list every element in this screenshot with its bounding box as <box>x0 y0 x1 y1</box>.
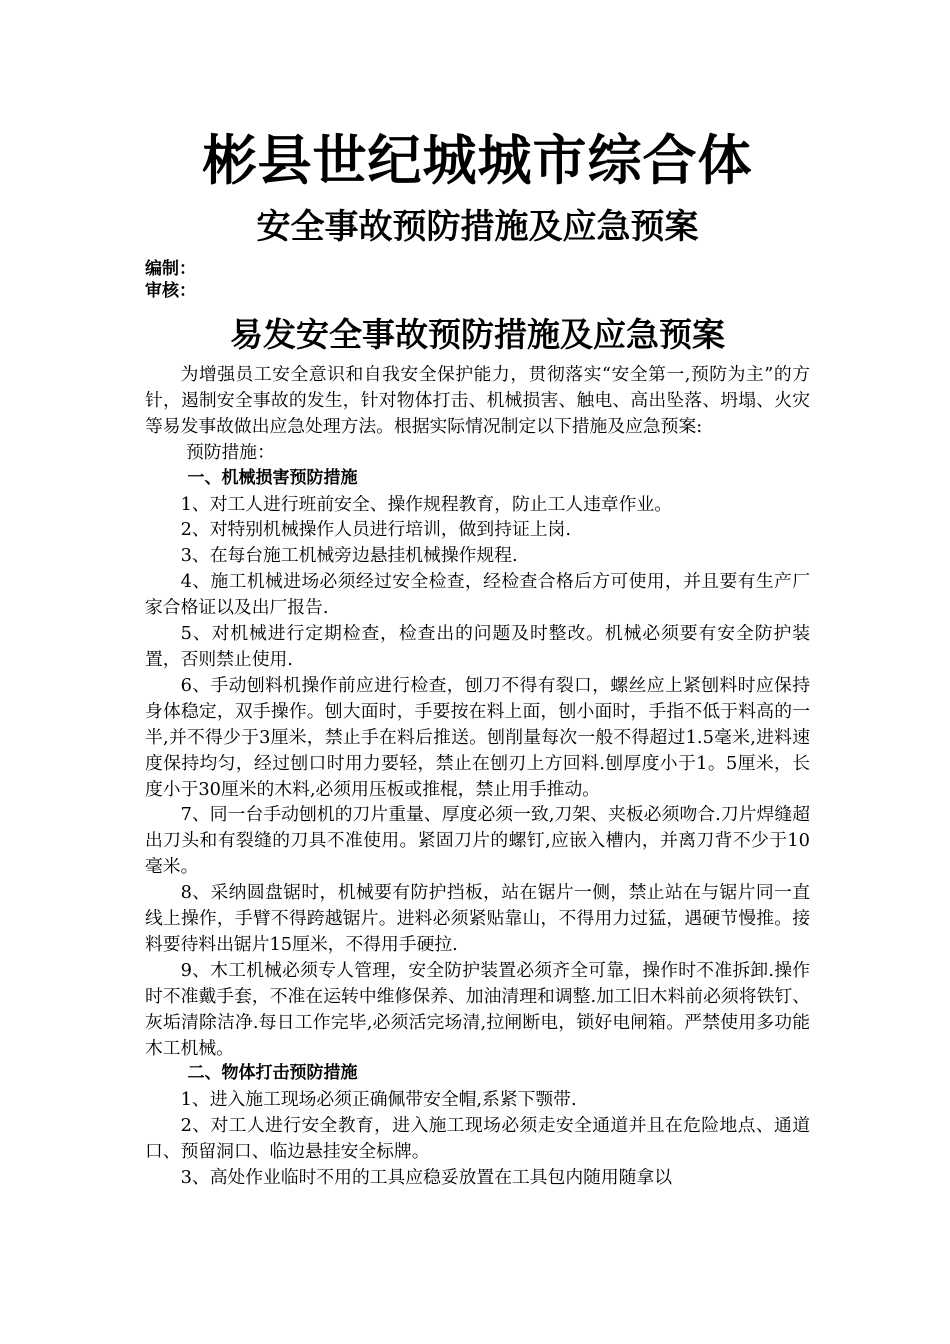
list-item: 2、对特别机械操作人员进行培训，做到持证上岗. <box>180 519 571 541</box>
list-item: 1、进入施工现场必须正确佩带安全帽,系紧下颚带. <box>180 1089 577 1111</box>
list-item: 1、对工人进行班前安全、操作规程教育，防止工人违章作业。 <box>180 493 673 515</box>
list-item: 3、在每台施工机械旁边悬挂机械操作规程. <box>180 545 518 567</box>
list-item: 7、同一台手动刨机的刀片重量、厚度必须一致,刀架、夹板必须吻合.刀片焊缝超出刀头和有裂缝的刀具不准使用。紧固刀片的螺钉,应嵌入槽内，并离刀背不少于10毫米。 <box>145 804 810 878</box>
compiled-by-label: 编制： <box>145 259 196 279</box>
document-title: 彬县世纪城城市综合体 <box>202 128 753 192</box>
list-item: 3、高处作业临时不用的工具应稳妥放置在工具包内随用随拿以 <box>180 1167 673 1189</box>
list-item: 8、采纳圆盘锯时，机械要有防护挡板，站在锯片一侧，禁止站在与锯片同一直线上操作，手臂不得跨越锯片。进料必须紧贴靠山，不得用力过猛，遇硬节慢推。接料要待料出锯片15厘米，不得用手硬拉. <box>145 882 810 955</box>
section-heading-machinery: 一、机械损害预防措施 <box>187 467 358 488</box>
list-item: 5、对机械进行定期检查，检查出的问题及时整改。机械必须要有安全防护装置，否则禁止使用. <box>145 623 810 670</box>
section-heading-object-strike: 二、物体打击预防措施 <box>187 1063 358 1084</box>
list-item: 9、木工机械必须专人管理，安全防护装置必须齐全可靠，操作时不准拆卸.操作时不准戴手套，不准在运转中维修保养、加油清理和调整.加工旧木料前必须将铁钉、灰垢清除洁净.每日工作完毕,必须活完场清,拉闸断电，锁好电闸箱。严禁使用多功能木工机械。 <box>145 959 810 1059</box>
reviewed-by-label: 审核： <box>145 281 196 301</box>
document-subtitle: 安全事故预防措施及应急预案 <box>256 207 699 247</box>
prevention-label: 预防措施： <box>185 441 275 463</box>
document-page <box>145 120 810 1191</box>
list-item: 4、施工机械进场必须经过安全检查，经检查合格后方可使用，并且要有生产厂家合格证以及出厂报告. <box>145 571 810 619</box>
section-title: 易发安全事故预防措施及应急预案 <box>230 315 725 354</box>
list-item: 2、对工人进行安全教育，进入施工现场必须走安全通道并且在危险地点、通道口、预留洞口、临边悬挂安全标牌。 <box>145 1115 810 1163</box>
list-item: 6、手动刨料机操作前应进行检查，刨刀不得有裂口，螺丝应上紧刨料时应保持身体稳定，双手操作。刨大面时，手要按在料上面，刨小面时，手指不低于料高的一半,并不得少于3厘米，禁止手在料后推送。刨削量每次一般不得超过1.5毫米,进料速度保持均匀，经过刨口时用力要轻，禁止在刨刃上方回料.刨厚度小于1。5厘米，长度小于30厘米的木料,必须用压板或推棍，禁止用手推动。 <box>145 674 810 800</box>
intro-paragraph: 为增强员工安全意识和自我安全保护能力，贯彻落实“安全第一,预防为主”的方针，遏制安全事故的发生，针对物体打击、机械损害、触电、高出坠落、坍塌、火灾等易发事故做出应急处理方法。根据实际情况制定以下措施及应急预案: <box>145 364 810 437</box>
